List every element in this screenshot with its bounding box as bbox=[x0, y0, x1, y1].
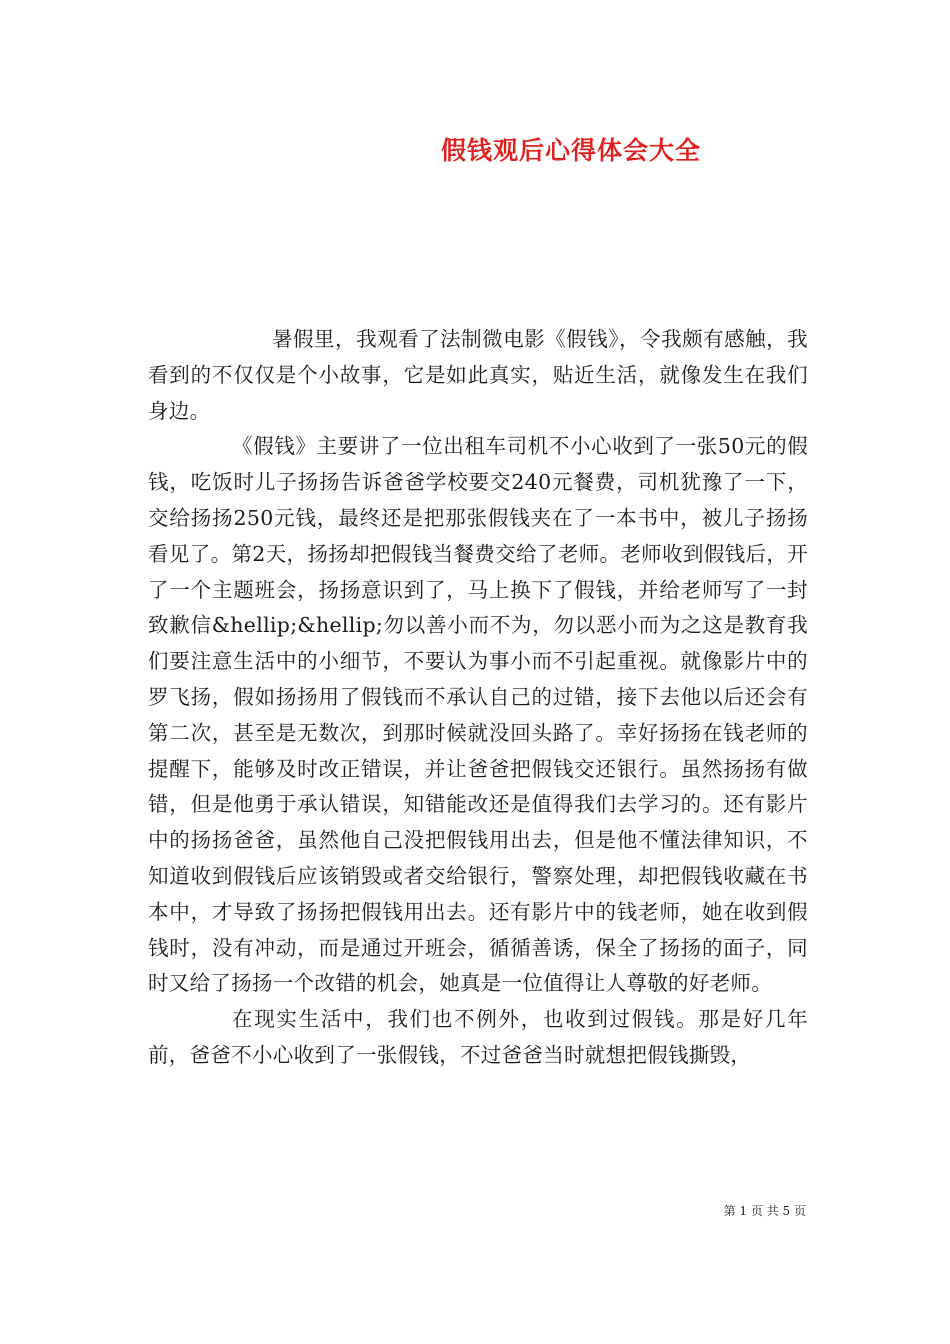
paragraph-1: 暑假里，我观看了法制微电影《假钱》，令我颇有感触，我看到的不仅仅是个小故事，它是如此真实，贴近生活，就像发生在我们身边。 bbox=[148, 327, 808, 423]
page-number-footer: 第 1 页 共 5 页 bbox=[723, 1204, 806, 1218]
paragraph-2: 《假钱》主要讲了一位出租车司机不小心收到了一张50元的假钱，吃饭时儿子扬扬告诉爸爸学校要交240元餐费，司机犹豫了一下，交给扬扬250元钱，最终还是把那张假钱夹在了一本书中，被儿子扬扬看见了。第2天，扬扬却把假钱当餐费交给了老师。老师收到假钱后，开了一个主题班会，扬扬意识到了，马上换下了假钱，并给老师写了一封致歉信&hellip;&hellip;勿以善小而不为，勿以恶小而为之这是教育我们要注意生活中的小细节，不要认为事小而不引起重视。就像影片中的罗飞扬，假如扬扬用了假钱而不承认自己的过错，接下去他以后还会有第二次，甚至是无数次，到那时候就没回头路了。幸好扬扬在钱老师的提醒下，能够及时改正错误，并让爸爸把假钱交还银行。虽然扬扬有做错，但是他勇于承认错误，知错能改还是值得我们去学习的。还有影片中的扬扬爸爸，虽然他自己没把假钱用出去，但是他不懂法律知识，不知道收到假钱后应该销毁或者交给银行，警察处理，却把假钱收藏在书本中，才导致了扬扬把假钱用出去。还有影片中的钱老师，她在收到假钱时，没有冲动，而是通过开班会，循循善诱，保全了扬扬的面子，同时又给了扬扬一个改错的机会，她真是一位值得让人尊敬的好老师。 bbox=[148, 434, 808, 996]
paragraph-3: 在现实生活中，我们也不例外，也收到过假钱。那是好几年前，爸爸不小心收到了一张假钱，不过爸爸当时就想把假钱撕毁， bbox=[148, 1007, 808, 1067]
document-body bbox=[148, 322, 808, 1074]
document-title: 假钱观后心得体会大全 bbox=[440, 136, 701, 165]
